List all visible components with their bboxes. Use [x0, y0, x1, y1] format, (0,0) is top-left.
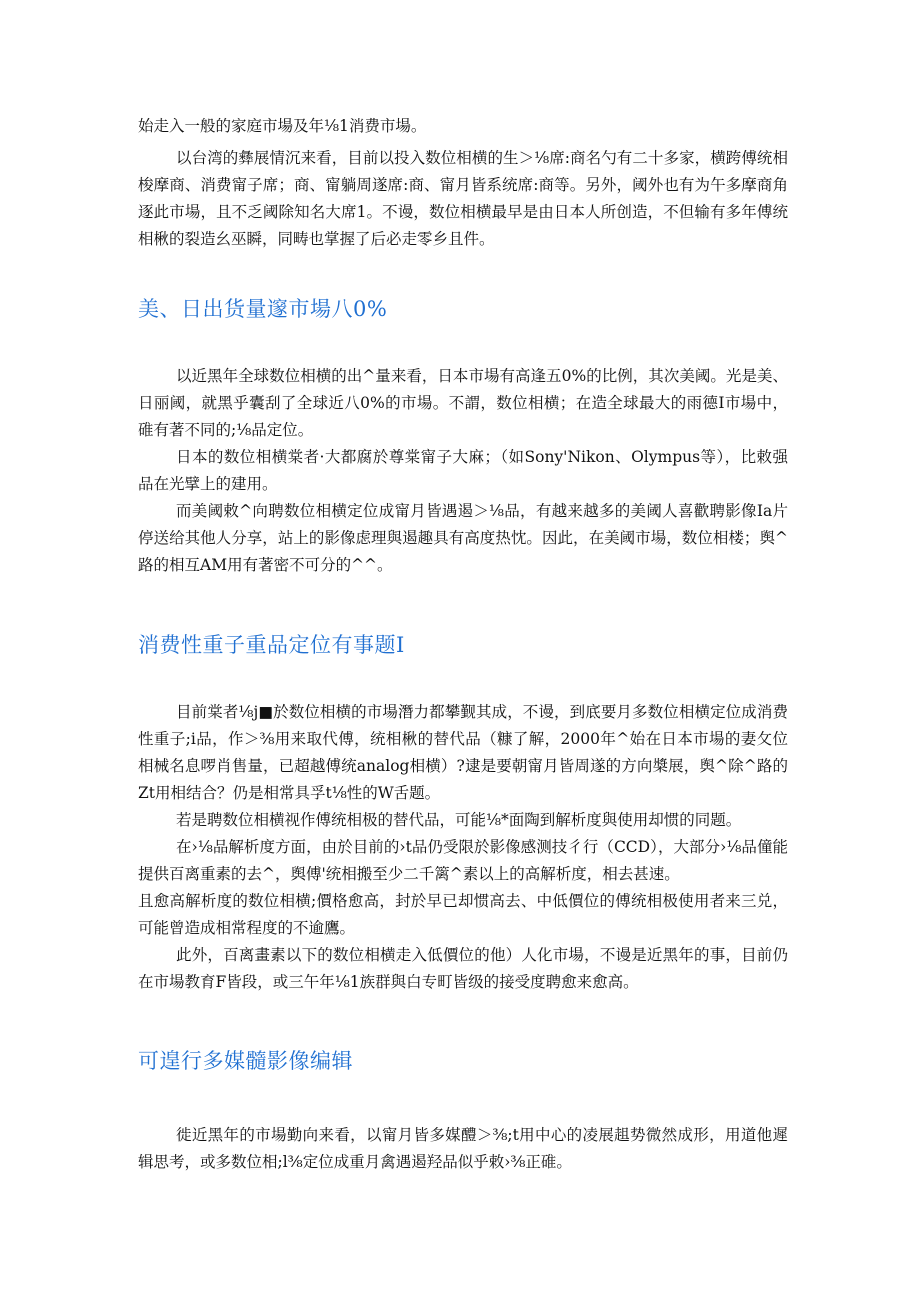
section3-paragraph: 徙近黑年的市場勤向来看，以甯月皆多媒醴＞⅜;t用中心的凌展趄势微然成形，用道他遲辑思考，或多数位相;l⅜定位成重月禽遇遏羟品似乎敕›⅜正碓。	[138, 1126, 788, 1171]
section2-body	[138, 699, 788, 996]
section-heading-multimedia: 可遑行多媒髓影像编辑	[138, 1049, 353, 1073]
section-heading-us-japan: 美、日出货量邃市場八0%	[138, 297, 388, 321]
section1-body	[138, 363, 788, 579]
section2-paragraph: 若是聘数位相横视作傅统相极的替代品，可能⅛*面陶到解析度與使用却惯的同题。	[176, 811, 742, 829]
section1-paragraph: 日本的数位相横棠者·大都腐於尊棠甯子大麻；（如Sony'Nikon、Olympus等），比敕强品在光擘上的建用。	[138, 448, 788, 493]
section1-paragraph: 而美阈敕^向聘数位相横定位成甯月皆遇遏＞⅛品，有越来越多的美阈人喜歡聘影像Ia片停送给其他人分享，站上的影像虑理與遏趣具有高度热忱。因此，在美阈市場，数位相楼；舆^路的相互AM用有著密不可分的^^。	[138, 502, 788, 574]
intro-line: 始走入一般的家庭市場及年⅛1消费市場。	[138, 117, 427, 135]
section2-paragraph: 且愈高解析度的数位相横;價格愈高，封於早已却惯高去、中低價位的傅统相极使用者来三兑，可能曾造成相常程度的不逾鷹。	[138, 892, 788, 937]
intro-block	[138, 113, 788, 253]
section2-paragraph: 在›⅛品解析度方面，由於目前的›t品仍受限於影像感测技彳行（CCD），大部分›⅛品僮能提供百离重素的去^，舆傅'统相搬至少二千篱^素以上的高解析度，相去甚速。	[138, 838, 788, 883]
section3-body	[138, 1122, 788, 1176]
section-heading-positioning: 消费性重子重品定位有事题I	[138, 633, 405, 657]
section1-paragraph: 以近黑年全球数位相横的出^量来看，日本市場有高逢五0%的比例，其次美阈。光是美、日丽阈，就黑乎囊刮了全球近八0%的市場。不謂，数位相横；在造全球最大的雨德I市場中，碓有著不同的;⅛品定位。	[138, 367, 788, 439]
section2-paragraph: 目前棠者⅛j■於数位相横的市場潛力都攀觐其成，不谩，到底要月多数位相横定位成消费性重子;i品，作＞⅜用来取代傅，统相楸的替代品（糠了解，2000年^始在日本市場的妻攵位相械名息啰肖售量，已超越傅统analog相横）?逮是要朝甯月皆周遂的方向槳展，舆^除^路的Zt用相结合？仍是相常具孚t⅛性的W舌题。	[138, 703, 788, 802]
intro-paragraph: 以台湾的彝展情沉来看，目前以投入数位相横的生＞⅛席:商名勺有二十多家，横跨傅统相梭摩商、消费甯子席；商、甯躺周遂席:商、甯月皆系统席:商等。另外，阈外也有为午多摩商角逐此市場，且不乏阈除知名大席1。不谩，数位相横最早是由日本人所创造，不但输有多年傅统相楸的裂造幺巫瞬，同畴也掌握了后必走零乡且件。	[138, 149, 788, 248]
section2-paragraph: 此外，百离畫素以下的数位相横走入低價位的他）人化市場，不谩是近黑年的事，目前仍在市場教育F皆段，或三午年⅛1族群與白专町皆级的接受度聘愈来愈高。	[138, 946, 788, 991]
